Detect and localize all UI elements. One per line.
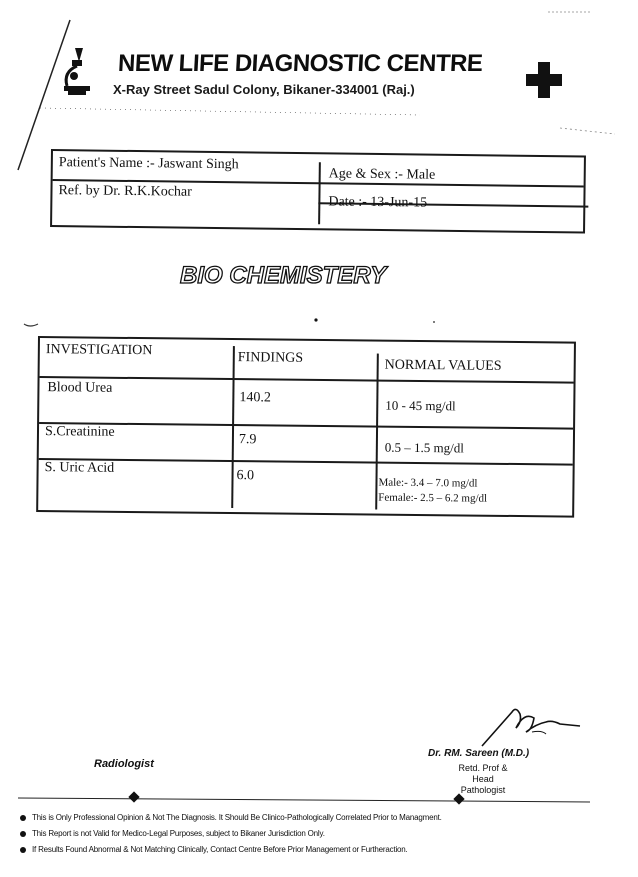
row-normal: 0.5 – 1.5 mg/dl <box>384 439 465 456</box>
row-finding: 7.9 <box>238 432 257 448</box>
report-date: Date :- 13-Jun-15 <box>328 194 428 211</box>
footer-divider <box>0 790 638 810</box>
section-title: BIO CHEMISTERY <box>180 262 387 289</box>
row-test: S. Uric Acid <box>44 460 115 476</box>
row-normal-female: Female:- 2.5 – 6.2 mg/dl <box>378 491 488 505</box>
row-normal: 10 - 45 mg/dl <box>385 397 456 414</box>
doctor-title-line: Pathologist <box>460 785 506 795</box>
row-finding: 140.2 <box>239 390 271 406</box>
row-test: Blood Urea <box>47 380 113 396</box>
medical-cross-icon <box>524 60 564 100</box>
bullet-icon <box>20 847 26 853</box>
header-findings: FINDINGS <box>237 350 304 366</box>
referring-doctor: Ref. by Dr. R.K.Kochar <box>58 183 192 200</box>
row-test: S.Creatinine <box>44 424 115 440</box>
footer-note: This Report is not Valid for Medico-Legal Purposes, subject to Bikaner Jurisdiction Only. <box>20 829 325 838</box>
patient-name: Patient's Name :- Jaswant Singh <box>58 155 239 173</box>
bullet-icon <box>20 815 26 821</box>
centre-address: X-Ray Street Sadul Colony, Bikaner-334001 (Raj.) <box>113 82 415 97</box>
patient-age-sex: Age & Sex :- Male <box>328 166 436 183</box>
doctor-title-line: Retd. Prof & Head <box>458 763 508 784</box>
bullet-icon <box>20 831 26 837</box>
centre-name: NEW LIFE DIAGNOSTIC CENTRE <box>117 50 484 77</box>
microscope-icon <box>50 40 110 100</box>
footer-note: This is Only Professional Opinion & Not The Diagnosis. It Should Be Clinico-Pathologically Correlated Prior to Managment. <box>20 813 442 822</box>
radiologist-label: Radiologist <box>94 758 154 770</box>
footer-note: If Results Found Abnormal & Not Matching Clinically, Contact Centre Before Prior Management or Furtheraction. <box>20 845 408 854</box>
row-finding: 6.0 <box>236 468 255 484</box>
row-normal-male: Male:- 3.4 – 7.0 mg/dl <box>378 476 478 490</box>
header-investigation: INVESTIGATION <box>45 342 153 359</box>
results-table <box>36 336 576 518</box>
patient-info-table <box>50 149 586 234</box>
header-normal-values: NORMAL VALUES <box>384 357 502 374</box>
signature-icon <box>472 700 592 750</box>
doctor-name: Dr. RM. Sareen (M.D.) <box>428 748 530 759</box>
scan-marks <box>0 300 638 340</box>
